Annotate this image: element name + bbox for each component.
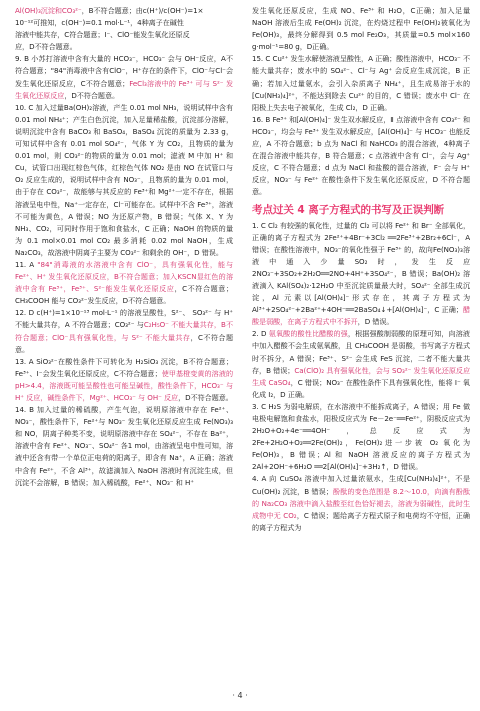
section-title: 考点过关 4 离子方程式的书写及正误判断 bbox=[252, 203, 445, 216]
answer-11 bbox=[15, 259, 233, 307]
section4-answer-1 bbox=[252, 220, 470, 329]
paragraph-continuation bbox=[15, 5, 233, 17]
highlight-text: Al(OH)₃沉淀和CO₃²⁻ bbox=[15, 6, 82, 15]
paragraph-continuation: 发生氧化还原反应，生成 NO、Fe³⁺ 和 H₂O，C正确；加入足量 NaOH 溶液后生成 Fe(OH)₂ 沉淀，在灼烧过程中 Fe(OH)₂被氧化为 Fe(OH)₃，最终分解得到 0.5 mol Fe₂O₃，其质量=0.5 mol×160 g·mol⁻¹=80 g，D正确。 bbox=[252, 6, 470, 52]
answer-9 bbox=[15, 53, 233, 101]
answer-13-tail: ，D不符合题意。 bbox=[178, 393, 233, 402]
page-number: · 4 · bbox=[232, 691, 248, 700]
answer-9-highlight: FeCl₃溶液中的 Fe³⁺ 可与 S²⁻ 发生氧化还原反应 bbox=[15, 78, 233, 100]
answer-12-tail: ，C不符合题意。 bbox=[15, 332, 234, 354]
left-column bbox=[15, 5, 233, 489]
s4-tail: ，C 错误；题给离子方程式原子和电荷均不守恒，正确的离子方程式为 bbox=[252, 510, 470, 532]
s2-highlight2: Ca(ClO)₂ 具有强氧化性，会与 SO₃²⁻ 发生氧化还原反应生成 CaSO₄ bbox=[252, 365, 470, 387]
s1-highlight: 醋酸是弱酸，在离子方程式中不拆开 bbox=[252, 305, 471, 327]
section4-answer-2 bbox=[252, 328, 470, 401]
s2-tail: ，C 错误；NO₃⁻ 在酸性条件下具有强氧化性，能将 I⁻ 氧化成 I₂，D 正确。 bbox=[252, 377, 470, 399]
s4-highlight: 酚酞的变色范围是 8.2～10.0，向滴有酚酞的 Na₂CO₃ 溶液中滴入盐酸至红色恰好褪去，溶液为弱碱性，此时生成物中无 CO₂ bbox=[252, 486, 470, 520]
answer-11-highlight: "84"消毒液的水溶液中含有 ClO⁻，具有强氧化性，能与 Fe²⁺、H⁺ 发生氧化还原反应，B不符合题意；加入KSCN显红色的溶液中含有 Fe³⁺，Fe³⁺、S²⁻能发生氧化还原反应 bbox=[15, 259, 233, 294]
answer-12-lead: 12. D bbox=[15, 308, 35, 318]
s4-lead: 4. A 向 CuSO₄ 溶液中加入过量浓氨水，生成[Cu(NH₃)₄]²⁺，不是 Cu(OH)₂ 沉淀，B 错误； bbox=[252, 474, 470, 496]
text-line: 溶液中能共存，C符合题意；I⁻、ClO⁻能发生氧化还原反 bbox=[15, 30, 190, 40]
right-column bbox=[252, 5, 470, 534]
answer-12-line2: SO₃²⁻ 与 H⁺ 不能大量共存，A 不符合题意；CO₃²⁻ 与 bbox=[15, 308, 233, 330]
answer-13 bbox=[15, 356, 233, 404]
section4-answer-4 bbox=[252, 473, 470, 533]
s1-tail: ，D 错误。 bbox=[357, 317, 394, 327]
text-line: 10⁻¹²可推知，c(OH⁻)=0.1 mol·L⁻¹，4种离子在碱性 bbox=[15, 18, 184, 28]
s1-text: 1. C Cl₂ 有较强的氧化性，过量的 Cl₂ 可以将 Fe²⁺ 和 Br⁻ 全部氧化，正确的离子方程式为 2Fe²⁺+4Br⁻+3Cl₂ ══2Fe³⁺+2Br₂+6Cl⁻，A 错误；在酸性溶液中，NO₃⁻的氧化性强于 Fe³⁺ 的，故向Fe(NO₃)₃溶液中通入少量SO₂时，发生反应 2NO₃⁻+3SO₂+2H₂O══2NO+4H⁺+3SO₄²⁻，B 错误；Ba(OH)₂ 溶液滴入 KAl(SO₄)₂·12H₂O 中至沉淀质量最大时，SO₄²⁻ 全部生成沉淀，Al 元素以[Al(OH)₄]⁻形式存在，其离子方程式为 Al³⁺+2SO₄²⁻+2Ba²⁺+4OH⁻══2BaSO₄↓+[Al(OH)₄]⁻，C 正确； bbox=[252, 220, 470, 315]
answer-12-highlight: C₂H₅O⁻ 不能大量共存，B不符合题意；ClO⁻具有强氧化性，与 S²⁻ 不能大量共存 bbox=[15, 320, 233, 342]
answer-9-text: 9. B 小苏打溶液中含有大量的 HCO₃⁻，HCO₃⁻ 会与 OH⁻反应，A不符合题意；"84"消毒液中含有ClO⁻，H⁺存在的条件下，ClO⁻与Cl⁻会发生氧化还原反应，C不符合题意； bbox=[15, 54, 233, 88]
answer-11-tail: ，C不符合题意；CH₃COOH 能与 CO₃²⁻发生反应，D不符合题意。 bbox=[15, 284, 233, 306]
s2-text: ，根据强酸制弱酸的原理可知，向溶液中加入醋酸不会生成氨氧酸，且 CH₃COOH 是弱酸，书写离子方程式时不拆分，A 错误；Fe³⁺、S²⁻ 会生成 FeS 沉淀，二者不能大量共存，B 错误； bbox=[252, 329, 470, 375]
answer-15: 15. C Cu²⁺ 发生水解使溶液呈酸性，A 正确；酸性溶液中，HCO₃⁻ 不能大量共存；废水中的 SO₄²⁻、Cl⁻与 Ag⁺ 会反应生成沉淀，B 正确；若加入过量氨水，会引入杂质离子 NH₄⁺，且生成易溶于水的[Cu(NH₃)₄]²⁺，不能达到除去 Cu²⁺ 的目的，C 错误；废水中 Cl⁻ 在阳极上失去电子被氧化，生成 Cl₂，D 正确。 bbox=[252, 54, 470, 112]
text-line: 应，D不符合题意。 bbox=[15, 42, 77, 52]
s2-highlight: 氨氧酸的酸性比醋酸的强 bbox=[268, 329, 348, 339]
section4-answer-3: 3. C H₂S 为弱电解质，在水溶液中不能拆成离子，A 错误；用 Fe 做电极电解饱和食盐水，阳极反应式为 Fe－2e⁻══Fe²⁺，阴极反应式为 2H₂O+O₂+4e⁻══4OH⁻，总反应式为 2Fe+2H₂O+O₂══2Fe(OH)₂，Fe(OH)₂进一步被 O₂ 氧化为 Fe(OH)₃，B 错误；Al 和 NaOH 溶液反应的离子方程式为 2Al+2OH⁻+6H₂O ══2[Al(OH)₄]⁻+3H₂↑，D 错误。 bbox=[252, 401, 470, 472]
answer-12 bbox=[15, 307, 233, 355]
answer-16: 16. B Fe³⁺ 和[Al(OH)₄]⁻ 发生双水解反应，Ⅱ 点溶液中含有 CO₃²⁻ 和 HCO₃⁻，均会与 Fe³⁺ 发生双水解反应，[Al(OH)₄]⁻ 与 HCO₃⁻ 也能反应，A 不符合题意；b 点为 NaCl 和 NaHCO₃ 的混合溶液，4种离子在混合溶液中能共存，B 符合题意；c 点溶液中含有 Cl⁻，会与 Ag⁺ 反应，C 不符合题意；d 点为 NaCl 和盐酸的混合溶液，F⁻ 会与 H⁺ 反应，NO₃⁻ 与 Fe²⁺ 在酸性条件下发生氧化还原反应，D 不符合题意。 bbox=[252, 114, 470, 197]
answer-13-highlight: 使甲基橙变黄的溶液的 pH>4.4，溶液既可能呈酸性也可能呈碱性，酸性条件下，HCO₃⁻ 与 H⁺ 反应，碱性条件下，Mg²⁺、HCO₃⁻ 与 OH⁻ 反应 bbox=[15, 368, 234, 402]
answer-13-text: 13. A SiO₃²⁻在酸性条件下可转化为 H₂SiO₃ 沉淀，B不符合题意；Fe³⁺、I⁻会发生氧化还原反应，C不符合题意； bbox=[15, 356, 233, 378]
answer-10: 10. C 加入过量Ba(OH)₂溶液，产生 0.01 mol NH₃，说明试样中含有 0.01 mol NH₄⁺；产生白色沉淀，加入足量稀盐酸，沉淀部分溶解，说明沉淀中含有 BaCO₃ 和 BaSO₄，BaSO₄ 沉淀的质量为 2.33 g，可知试样中含有 0.01 mol SO₄²⁻，气体 Y 为 CO₂，且物质的量为 0.01 mol，则 CO₃²⁻的物质的量为 0.01 mol；滤液 M 中加 H⁺ 和 Cu，试管口出现红棕色气体，红棕色气体 NO₂ 是由 NO 在试管口与 O₂ 反应生成的，说明试样中含有 NO₃⁻，且物质的量为 0.01 mol，由于存在 CO₃²⁻，故能够与其反应的 Fe³⁺和 Mg²⁺一定不存在，根据溶液呈电中性，Na⁺一定存在，Cl⁻可能存在。试样中不含 Fe³⁺，溶液不可能为黄色，A 错误；NO 为还原产物，B 错误；气体 X、Y 为 NH₃、CO₂，可同时作用于饱和食盐水，C 正确；NaOH 的物质的量为 0.1 mol×0.01 mol CO₂ 最多消耗 0.02 mol NaOH，生成 Na₂CO₃，故溶液中阴离子主要为 CO₃²⁻ 和剩余的 OH⁻，D 错误。 bbox=[15, 102, 233, 257]
answer-9-tail: ，D不符合题意。 bbox=[64, 90, 120, 100]
text-fragment: ，B不符合题意；由c(H⁺)/c(OH⁻)=1× bbox=[81, 6, 204, 15]
answer-11-lead: 11. A bbox=[15, 259, 35, 269]
answer-12-line1: c(H⁺)=1×10⁻¹³ mol·L⁻¹ 的溶液呈酸性，S²⁻、 bbox=[36, 308, 190, 318]
s2-lead: 2. D bbox=[252, 329, 267, 339]
answer-14: 14. B 加入过量的稀硫酸，产生气泡，说明原溶液中存在 Fe²⁺、NO₃⁻，酸性条件下，Fe²⁺与 NO₃⁻ 发生氧化还原反应生成 Fe(NO₃)₃ 和 NO，阴离子种类不变，说明原溶液中存在 SO₄²⁻，不存在 Ba²⁺，溶液中含有 Fe²⁺、NO₃⁻、SO₄²⁻ 各1 mol，由溶液呈电中性可知，溶液中还含有带一个单位正电荷的阳离子，即含有 Na⁺，A 正确；溶液中含有 Fe²⁺，不含 Al³⁺，故滤滴加入 NaOH 溶液时有沉淀生成，但沉淀不会溶解，B 错误；加入稀硫酸，Fe²⁺、NO₃⁻ 和 H⁺ bbox=[15, 405, 233, 487]
